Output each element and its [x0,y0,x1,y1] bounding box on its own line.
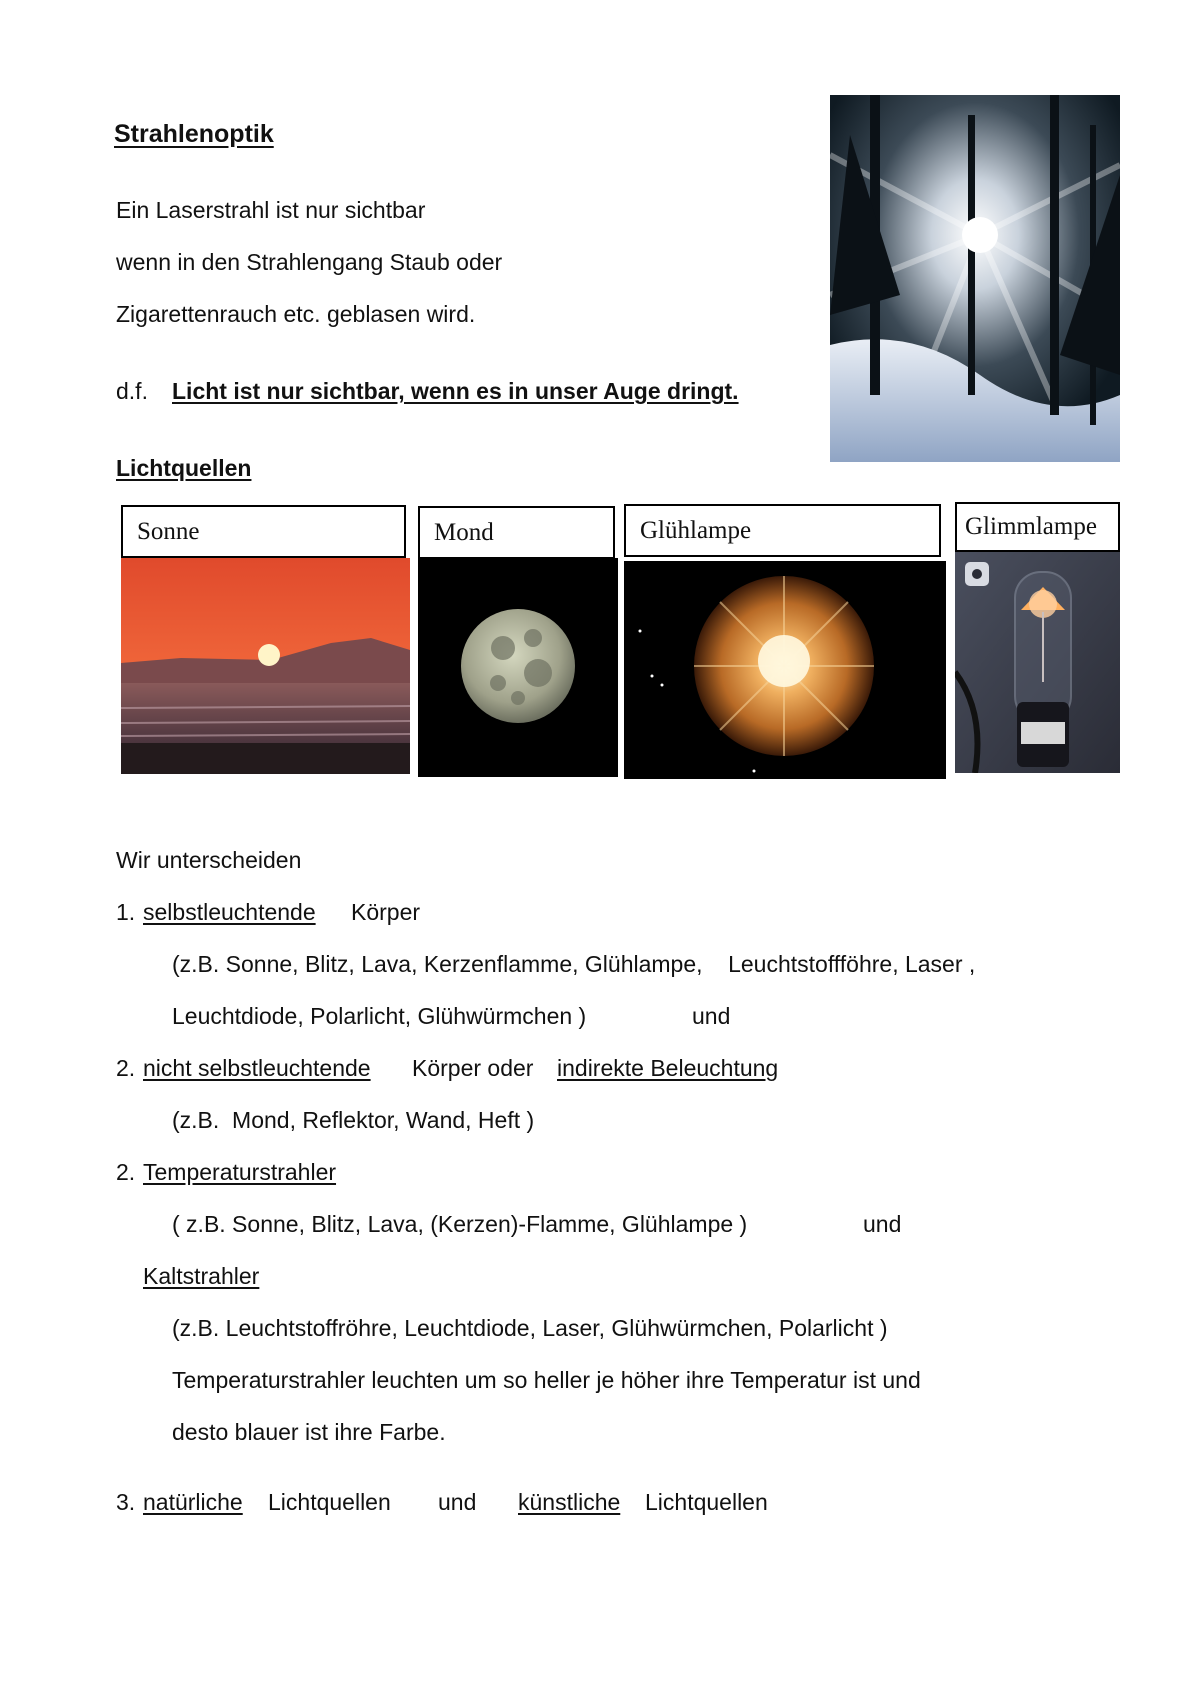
label-glimmlampe: Glimmlampe [955,502,1120,552]
item1-term: selbstleuchtende [143,899,316,925]
item2-term2: indirekte Beleuchtung [557,1055,779,1081]
forest-sunrays-photo [830,95,1120,462]
label-sonne: Sonne [121,505,406,558]
item2-examples: (z.B. Mond, Reflektor, Wand, Heft ) [172,1107,535,1133]
item3-term: Temperaturstrahler [143,1159,337,1185]
item4-term: natürliche [143,1489,243,1515]
sunset-photo [121,558,410,774]
conclusion-text: Licht ist nur sichtbar, wenn es in unser Auge dringt. [172,378,739,404]
item1-examples-2: Leuchtdiode, Polarlicht, Glühwürmchen ) [172,1003,587,1029]
label-mond: Mond [418,506,615,559]
label-gluehlampe: Glühlampe [624,504,941,557]
item3-term2: Kaltstrahler [143,1263,260,1289]
intro-line-3: Zigarettenrauch etc. geblasen wird. [116,301,476,327]
item4-num: 3. [116,1489,136,1515]
item2-term: nicht selbstleuchtende [143,1055,371,1081]
page-title: Strahlenoptik [114,120,274,148]
item1-and: und [692,1003,731,1029]
intro-line-2: wenn in den Strahlengang Staub oder [116,249,503,275]
item2-num: 2. [116,1055,136,1081]
item3-and: und [863,1211,902,1237]
item4-rest: Lichtquellen [268,1489,391,1515]
item4-term2: künstliche [518,1489,621,1515]
item3-num: 2. [116,1159,136,1185]
item1-num: 1. [116,899,136,925]
item1-examples-1: (z.B. Sonne, Blitz, Lava, Kerzenflamme, Glühlampe, Leuchtstoffföhre, Laser , [172,951,976,977]
conclusion-prefix: d.f. [116,378,148,404]
glow-lamp-photo [955,552,1120,773]
item3-examples: ( z.B. Sonne, Blitz, Lava, (Kerzen)-Flamme, Glühlampe ) [172,1211,748,1237]
list-intro: Wir unterscheiden [116,847,302,873]
item3-note-1: Temperaturstrahler leuchten um so heller je höher ihre Temperatur ist und [172,1367,921,1393]
item3-note-2: desto blauer ist ihre Farbe. [172,1419,446,1445]
moon-photo [418,558,618,777]
item1-rest: Körper [351,899,421,925]
item3-examples-2: (z.B. Leuchtstoffröhre, Leuchtdiode, Laser, Glühwürmchen, Polarlicht ) [172,1315,888,1341]
bulb-photo [624,561,946,779]
section-heading-lichtquellen: Lichtquellen [116,455,252,481]
item4-rest2: Lichtquellen [645,1489,768,1515]
intro-line-1: Ein Laserstrahl ist nur sichtbar [116,197,426,223]
item4-and: und [438,1489,477,1515]
item2-mid: Körper oder [412,1055,534,1081]
